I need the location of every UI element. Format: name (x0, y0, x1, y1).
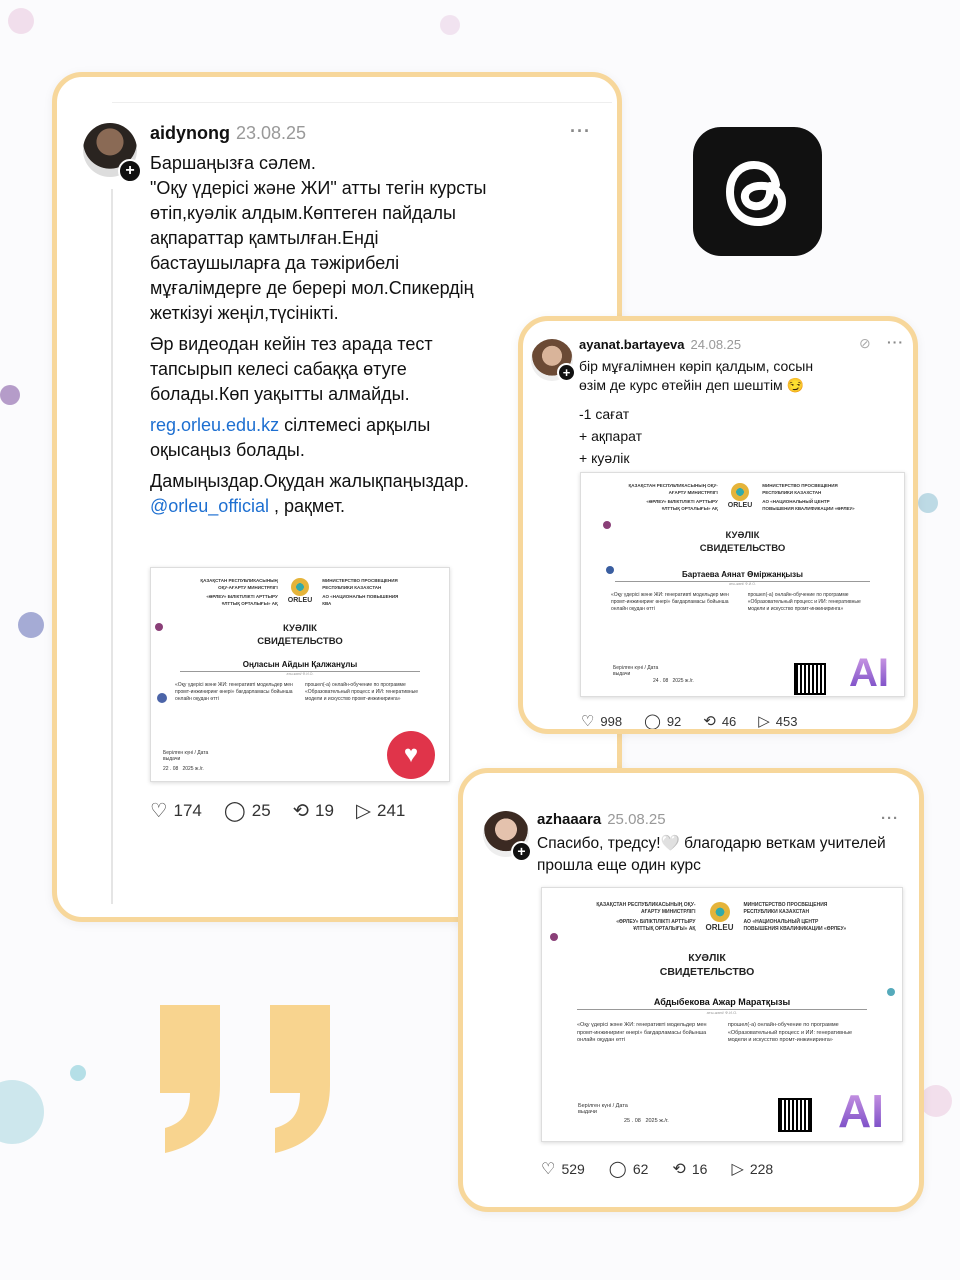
ai-logo: AI (849, 651, 889, 695)
cert-title-kz: КУӘЛІК (725, 530, 760, 541)
background-dot (440, 15, 460, 35)
background-dot (18, 612, 44, 638)
post-date: 23.08.25 (236, 123, 307, 143)
cert-year: 2025 ж./г. (645, 1118, 669, 1124)
decor-dot (157, 693, 167, 703)
emblem-icon (710, 902, 730, 922)
decor-dot (550, 933, 558, 941)
divider (112, 102, 612, 103)
background-dot (0, 1080, 44, 1144)
cert-ru-center: АО «НАЦИОНАЛЬНЫЙ ЦЕНТР ПОВЫШЕНИЯ КВАЛИФИКАЦИИ «ӨРЛЕУ» (743, 919, 847, 932)
cert-date-label: Берілген күні / Дата выдачи (578, 1103, 628, 1115)
link-reg-orleu[interactable]: reg.orleu.edu.kz (150, 415, 280, 435)
cert-recipient-name: Оңласын Айдын Қалжанұлы (180, 660, 420, 672)
post-text: сілтемесі арқылы оқысаңыз болады. (150, 415, 431, 460)
threads-logo-icon (693, 127, 822, 256)
background-dot (0, 385, 20, 405)
cert-month: 08 (662, 678, 669, 684)
cert-recipient-name: Абдыбекова Ажар Маратқызы (577, 997, 867, 1010)
repost-count: 46 (721, 713, 737, 729)
username[interactable]: aidynong (150, 123, 230, 143)
heart-sticker-icon: ♥ (387, 731, 435, 779)
comment-button[interactable] (224, 799, 271, 823)
cert-brand: ORLEU (705, 923, 734, 932)
share-count: 228 (749, 1161, 774, 1177)
certificate-image[interactable]: ҚАЗАҚСТАН РЕСПУБЛИКАСЫНЫҢ ОҚУ-АҒАРТУ МИНИСТРЛІГІ «ӨРЛЕУ» БІЛІКТІЛІКТІ АРТТЫРУ ҰЛТТЫҚ ОРТАЛЫҒЫ» АҚ ORLEU МИНИСТЕРСТВО ПРОСВЕЩЕНИЯ РЕСПУБЛИКИ КАЗАХСТАН АО «НАЦИОНАЛЬНЫЙ ЦЕНТР ПОВЫШЕНИЯ КВАЛИФИКАЦИИ «ӨРЛЕУ» КУӘЛІК СВИДЕТЕЛЬСТВО Абдыбекова Ажар Маратқызы аты-жөні/ Ф.И.О. «Оқу үдерісі және ЖИ: генеративті модельдер мен промт-инжиниринг өнері» бағдарламасы бойынша онлайн оқудан өтті прошел(-а) онлайн-обучение по программе «Образовательный процесс и ИИ: генеративные модели и искусство промт-инжиниринга» Берілген күні / Дата выдачи 25 . 08 2025 ж./г. AI (541, 887, 903, 1142)
cert-name-caption: аты-жөні/ Ф.И.О. (286, 672, 314, 676)
repost-icon: ⟲ (672, 1160, 686, 1178)
cert-brand: ORLEU (287, 597, 313, 604)
cert-day: 24 (653, 678, 659, 684)
username[interactable]: azhaaara (537, 811, 602, 828)
comment-button[interactable] (644, 712, 681, 730)
like-count: 998 (600, 713, 623, 729)
decor-dot (603, 521, 611, 529)
background-dot (918, 493, 938, 513)
post-text: -1 сағат (579, 406, 630, 422)
cert-name-caption: аты-жөні/ Ф.И.О. (729, 582, 756, 586)
qr-code-icon (780, 1100, 810, 1130)
cert-ru-center: АО «НАЦИОНАЛЬН ПОВЫШЕНИЯ КВА (322, 594, 399, 606)
post-text: Баршаңызға сәлем. (150, 153, 316, 173)
cert-recipient-name: Бартаева Аянат Өміржанқызы (615, 570, 870, 582)
post-text: + ақпарат (579, 428, 643, 444)
cert-ru-ministry: МИНИСТЕРСТВО ПРОСВЕЩЕНИЯ РЕСПУБЛИКИ КАЗАХСТАН (743, 902, 828, 915)
comment-count: 25 (251, 801, 271, 820)
heart-icon: ♡ (541, 1160, 556, 1178)
cert-name-caption: аты-жөні/ Ф.И.О. (706, 1010, 738, 1015)
comment-count: 62 (632, 1161, 649, 1177)
share-button[interactable] (356, 799, 405, 823)
cert-year: 2025 ж./г. (672, 678, 694, 684)
post-text: бір мұғалімнен көріп қалдым, сосын өзім де курс өтейін деп шештім 😏 (579, 358, 814, 393)
quote-mark-icon (160, 1005, 340, 1155)
decor-dot (606, 566, 614, 574)
cert-kz-center: «ӨРЛЕУ» БІЛІКТІЛІКТІ АРТТЫРУ ҰЛТТЫҚ ОРТАЛЫҒЫ» АҚ (646, 499, 718, 511)
decor-dot (887, 988, 895, 996)
cert-day: 22 (163, 766, 169, 772)
like-count: 174 (173, 801, 202, 820)
ai-logo: AI (838, 1085, 884, 1137)
decor-dot (155, 623, 163, 631)
cert-ru-ministry: МИНИСТЕРСТВО ПРОСВЕЩЕНИЯ РЕСПУБЛИКИ КАЗАХСТАН (322, 578, 398, 590)
qr-code-icon (796, 665, 824, 693)
share-count: 453 (775, 713, 798, 729)
comment-count: 92 (666, 713, 682, 729)
cert-month: 08 (634, 1118, 641, 1124)
send-icon: ▷ (355, 800, 371, 822)
repost-button[interactable] (672, 1159, 707, 1179)
more-options-button[interactable]: ··· (887, 334, 904, 350)
cert-kz-center: «ӨРЛЕУ» БІЛІКТІЛІКТІ АРТТЫРУ ҰЛТТЫҚ ОРТАЛЫҒЫ» АҚ (616, 919, 696, 932)
cert-title-kz: КУӘЛІК (688, 952, 726, 964)
post-text: + куәлік (579, 450, 630, 466)
cert-ru-text: прошел(-а) онлайн-обучение по программе «Образовательный процесс и ИИ: генеративные модели и искусство промт-инжиниринга» (305, 682, 418, 702)
cert-date-label: Берілген күні / Дата выдачи (613, 665, 659, 677)
share-button[interactable] (758, 712, 797, 730)
post-text: Дамыңыздар.Оқудан жалықпаңыздар. (150, 471, 469, 491)
comment-icon: ◯ (608, 1160, 627, 1178)
repost-button[interactable] (703, 712, 736, 730)
cert-ru-ministry: МИНИСТЕРСТВО ПРОСВЕЩЕНИЯ РЕСПУБЛИКИ КАЗАХСТАН (762, 483, 838, 495)
repost-count: 19 (315, 801, 334, 820)
like-button[interactable] (150, 799, 202, 823)
background-dot (8, 8, 34, 34)
cert-kz-ministry: ҚАЗАҚСТАН РЕСПУБЛИКАСЫНЫҢ ОҚУ-АҒАРТУ МИНИСТРЛІГІ (200, 578, 278, 590)
cert-title-ru: СВИДЕТЕЛЬСТВО (699, 543, 786, 554)
cert-title-kz: КУӘЛІК (283, 623, 317, 634)
comment-icon: ◯ (223, 800, 246, 822)
thread-line (111, 189, 113, 904)
post-text: Әр видеодан кейін тез арада тест тапсырып келесі сабаққа өтуге болады.Көп уақытты алмайды. (150, 334, 433, 404)
repost-icon: ⟲ (703, 713, 716, 730)
cert-day: 25 (624, 1118, 631, 1124)
follow-plus-button[interactable]: + (557, 363, 576, 382)
cert-year: 2025 ж./г. (182, 766, 204, 772)
cert-kz-text: «Оқу үдерісі және ЖИ: генеративті модельдер мен промт-инжиниринг өнері» бағдарламасы бойынша онлайн оқудан өтті (577, 1022, 707, 1043)
cert-ru-center: АО «НАЦИОНАЛЬНЫЙ ЦЕНТР ПОВЫШЕНИЯ КВАЛИФИКАЦИИ «ӨРЛЕУ» (762, 499, 855, 511)
cert-ru-text: прошел(-а) онлайн-обучение по программе «Образовательный процесс и ИИ: генеративные модели и искусство промт-инжиниринга» (727, 1022, 853, 1043)
cert-kz-ministry: ҚАЗАҚСТАН РЕСПУБЛИКАСЫНЫҢ ОҚУ-АҒАРТУ МИНИСТРЛІГІ (596, 902, 696, 915)
like-count: 529 (561, 1161, 585, 1177)
heart-icon: ♡ (581, 713, 595, 730)
cert-ru-text: прошел(-а) онлайн-обучение по программе «Образовательный процесс и ИИ: генеративные модели и искусство промт-инжиниринга» (747, 592, 861, 612)
cert-kz-ministry: ҚАЗАҚСТАН РЕСПУБЛИКАСЫНЫҢ ОҚУ-АҒАРТУ МИНИСТРЛІГІ (628, 483, 718, 495)
username[interactable]: ayanat.bartayeva (579, 337, 685, 352)
repost-button[interactable] (293, 799, 334, 823)
share-button[interactable] (731, 1159, 773, 1179)
comment-icon: ◯ (644, 713, 661, 730)
share-count: 241 (377, 801, 406, 820)
cert-month: 08 (172, 766, 179, 772)
post-date: 24.08.25 (690, 337, 742, 352)
comment-button[interactable] (609, 1159, 649, 1179)
mention-orleu-official[interactable]: @orleu_official (150, 496, 270, 516)
cert-kz-text: «Оқу үдерісі және ЖИ: генеративті модельдер мен промт-инжиниринг өнері» бағдарламасы бойынша онлайн оқудан өтті (611, 592, 729, 612)
more-options-button[interactable]: ··· (881, 810, 899, 827)
cert-title-ru: СВИДЕТЕЛЬСТВО (659, 966, 755, 978)
cert-kz-center: «ӨРЛЕУ» БІЛІКТІЛІКТІ АРТТЫРУ ҰЛТТЫҚ ОРТАЛЫҒЫ» АҚ (206, 594, 278, 606)
certificate-image[interactable]: ҚАЗАҚСТАН РЕСПУБЛИКАСЫНЫҢ ОҚУ-АҒАРТУ МИНИСТРЛІГІ «ӨРЛЕУ» БІЛІКТІЛІКТІ АРТТЫРУ ҰЛТТЫҚ ОРТАЛЫҒЫ» АҚ ORLEU МИНИСТЕРСТВО ПРОСВЕЩЕНИЯ РЕСПУБЛИКИ КАЗАХСТАН АО «НАЦИОНАЛЬН ПОВЫШЕНИЯ КВА КУӘЛІК СВИДЕТЕЛЬСТВО Оңласын Айдын Қалжанұлы аты-жөні/ Ф.И.О. «Оқу үдерісі және ЖИ: генеративті модельдер мен промт-инжиниринг өнері» бағдарламасы бойынша онлайн оқудан өтті прошел(-а) онлайн-обучение по программе «Образовательный процесс и ИИ: генеративные модели и искусство промт-инжиниринга» Берілген күні / Дата выдачи 22 . 08 2025 ж./г. ♥ (150, 567, 450, 782)
more-options-button[interactable]: ··· (570, 121, 591, 141)
background-dot (920, 1085, 952, 1117)
like-button[interactable] (541, 1159, 585, 1179)
follow-plus-button[interactable]: + (511, 841, 532, 862)
cert-date-label: Берілген күні / Дата выдачи (163, 750, 209, 762)
heart-icon: ♡ (150, 800, 168, 822)
follow-plus-button[interactable]: + (118, 159, 142, 183)
repost-count: 16 (691, 1161, 708, 1177)
emblem-icon (731, 483, 749, 501)
cert-kz-text: «Оқу үдерісі және ЖИ: генеративті модельдер мен промт-инжиниринг өнері» бағдарламасы бойынша онлайн оқудан өтті (175, 682, 293, 702)
cert-brand: ORLEU (727, 502, 753, 509)
post-text: "Оқу үдерісі және ЖИ" атты тегін курсты өтіп,куәлік алдым.Көптеген пайдалы ақпараттар қамтылған.Енді бастаушыларға да тәжірибелі мұғалімдерге де берері мол.Спикердің жеткізуі жеңіл,түсінікті. (150, 178, 487, 323)
send-icon: ▷ (731, 1160, 744, 1178)
edited-icon: ⊘ (859, 335, 871, 351)
post-text: , рақмет. (269, 496, 345, 516)
post-date: 25.08.25 (607, 811, 666, 828)
post-card-azhaaara (458, 768, 924, 1212)
like-button[interactable] (581, 712, 622, 730)
post-text: Спасибо, тредсу!🤍 благодарю веткам учителей прошла еще один курс (537, 835, 886, 874)
background-dot (70, 1065, 86, 1081)
certificate-image[interactable]: ҚАЗАҚСТАН РЕСПУБЛИКАСЫНЫҢ ОҚУ-АҒАРТУ МИНИСТРЛІГІ «ӨРЛЕУ» БІЛІКТІЛІКТІ АРТТЫРУ ҰЛТТЫҚ ОРТАЛЫҒЫ» АҚ ORLEU МИНИСТЕРСТВО ПРОСВЕЩЕНИЯ РЕСПУБЛИКИ КАЗАХСТАН АО «НАЦИОНАЛЬНЫЙ ЦЕНТР ПОВЫШЕНИЯ КВАЛИФИКАЦИИ «ӨРЛЕУ» КУӘЛІК СВИДЕТЕЛЬСТВО Бартаева Аянат Өміржанқызы аты-жөні/ Ф.И.О. «Оқу үдерісі және ЖИ: генеративті модельдер мен промт-инжиниринг өнері» бағдарламасы бойынша онлайн оқудан өтті прошел(-а) онлайн-обучение по программе «Образовательный процесс и ИИ: генеративные модели и искусство промт-инжиниринга» Берілген күні / Дата выдачи 24 . 08 2025 ж./г. AI (580, 472, 905, 697)
post-card-ayanat (518, 316, 918, 734)
repost-icon: ⟲ (292, 800, 310, 822)
emblem-icon (291, 578, 309, 596)
send-icon: ▷ (758, 713, 770, 730)
cert-title-ru: СВИДЕТЕЛЬСТВО (257, 636, 343, 647)
